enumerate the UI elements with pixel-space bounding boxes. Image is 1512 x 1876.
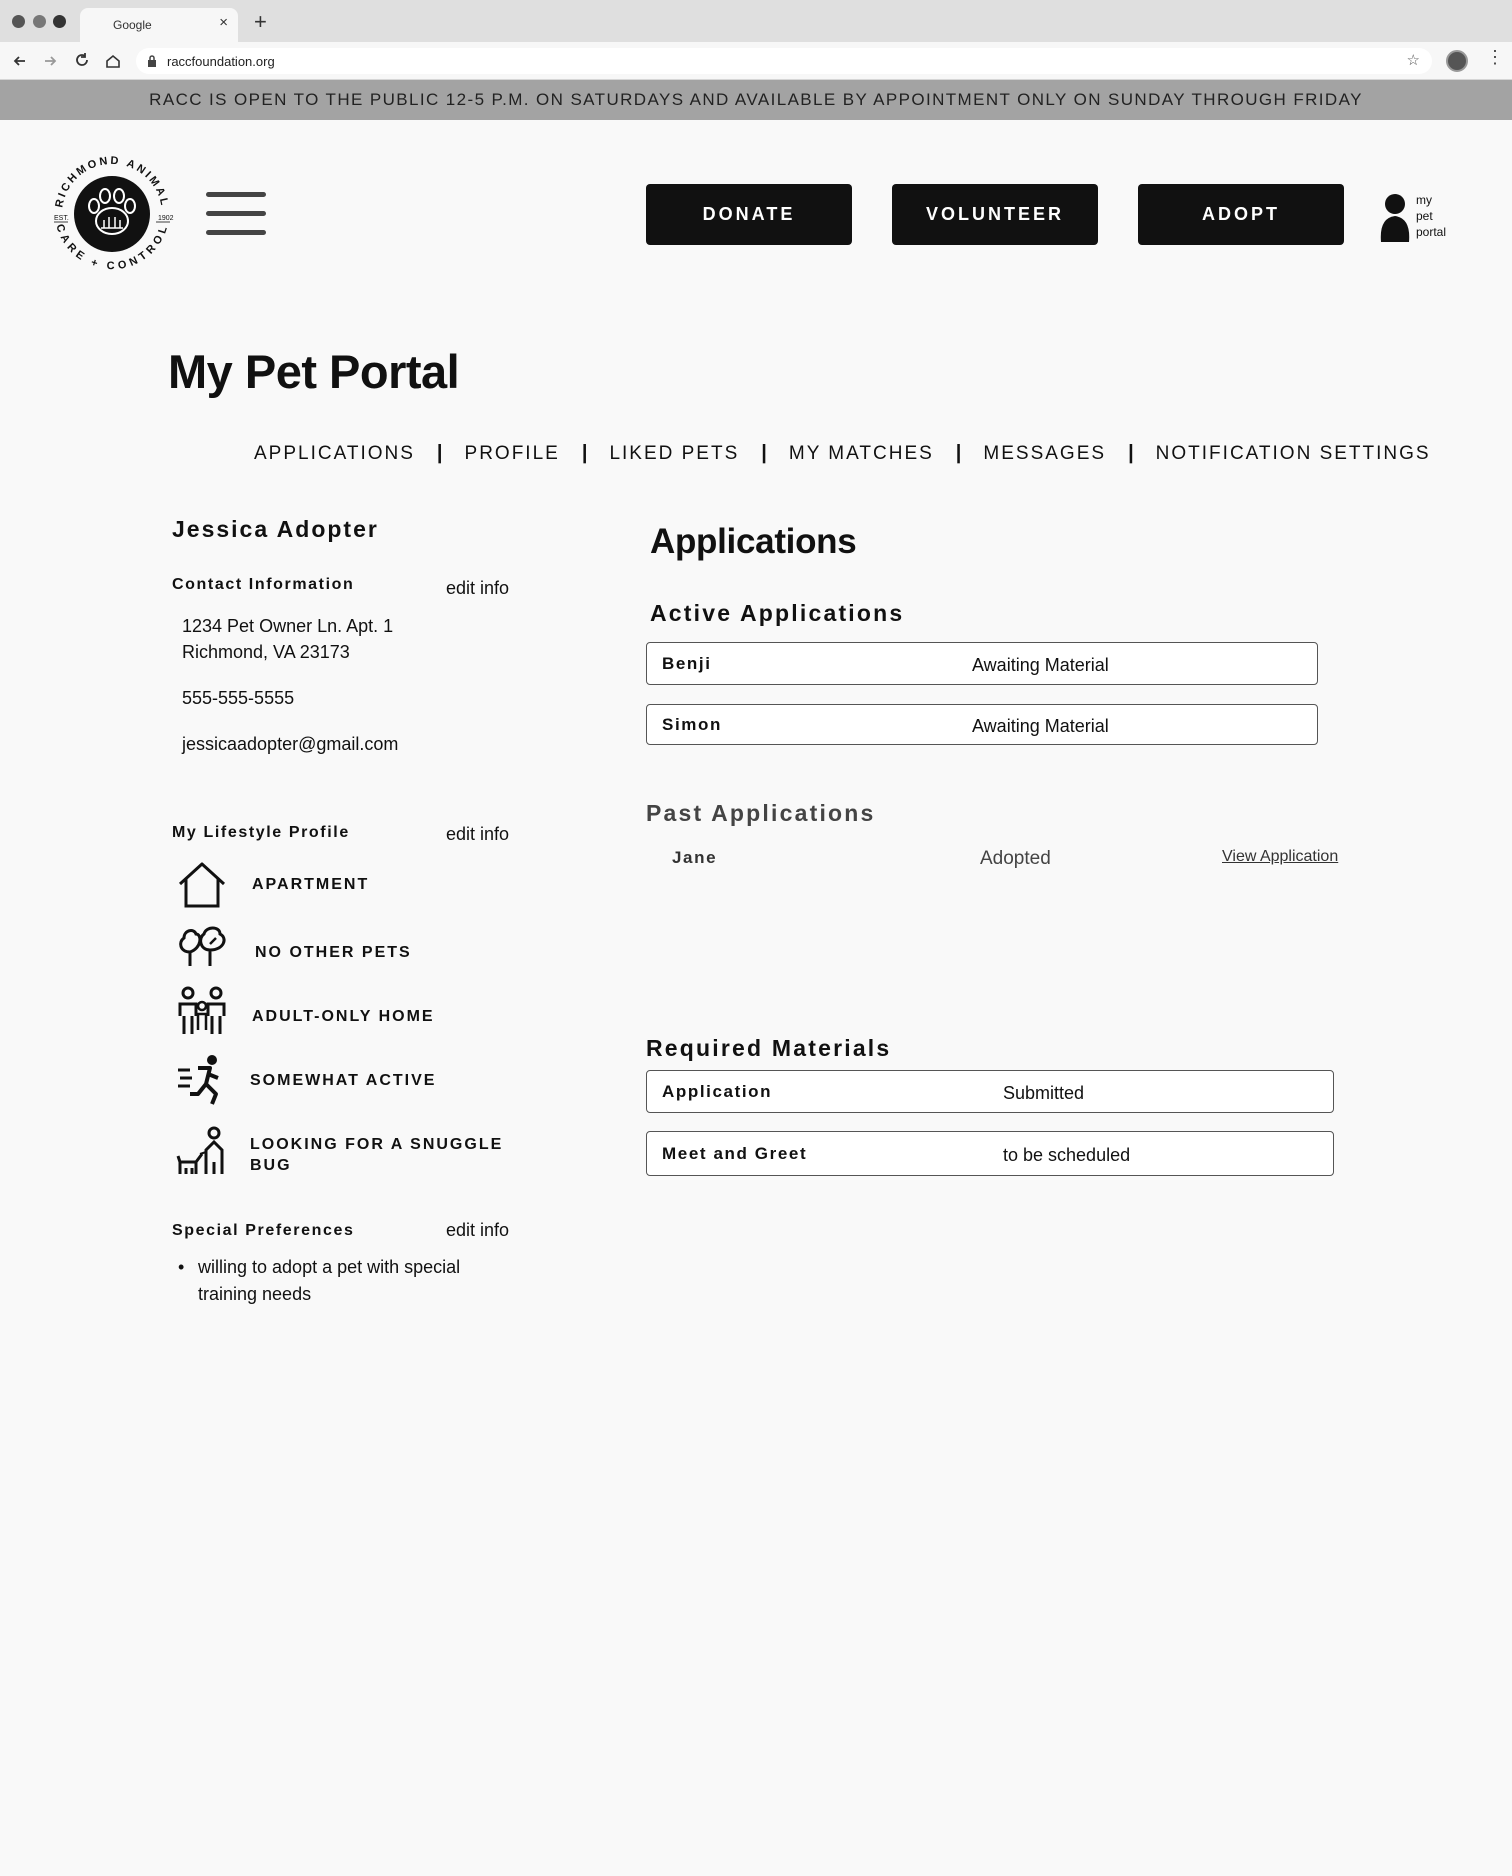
nav-separator: | xyxy=(955,442,962,464)
lifestyle-label-line: BUG xyxy=(250,1157,292,1174)
nav-separator: | xyxy=(581,442,588,464)
hamburger-menu-icon[interactable] xyxy=(206,192,266,236)
browser-tab-bar xyxy=(0,0,1512,42)
edit-preferences-link[interactable]: edit info xyxy=(446,1220,510,1240)
lifestyle-label xyxy=(250,1134,503,1176)
new-tab-button[interactable]: + xyxy=(254,9,267,34)
trees-icon xyxy=(176,922,228,974)
racc-logo[interactable] xyxy=(46,148,178,280)
bullet: • xyxy=(178,1257,185,1277)
url-text: raccfoundation.org xyxy=(167,54,275,69)
reload-icon[interactable] xyxy=(72,51,92,71)
browser-profile-avatar[interactable] xyxy=(1446,50,1468,72)
donate-button[interactable]: DONATE xyxy=(646,184,852,245)
email-address: jessicaadopter@gmail.com xyxy=(182,734,399,754)
portal-subnav xyxy=(254,442,1431,465)
material-status: to be scheduled xyxy=(1003,1145,1131,1165)
lifestyle-label: APARTMENT xyxy=(252,876,370,893)
pet-name: Simon xyxy=(662,715,722,734)
tab-my-matches[interactable]: MY MATCHES xyxy=(788,442,934,464)
edit-contact-link[interactable]: edit info xyxy=(446,578,510,598)
browser-toolbar xyxy=(0,42,1512,80)
tab-profile[interactable]: PROFILE xyxy=(464,442,560,464)
application-row[interactable] xyxy=(646,704,1318,745)
tab-notification-settings[interactable]: NOTIFICATION SETTINGS xyxy=(1155,442,1431,464)
contact-info-heading: Contact Information xyxy=(172,576,355,593)
browser-menu-icon[interactable]: ⋮ xyxy=(1486,47,1504,67)
browser-tab[interactable] xyxy=(80,8,238,42)
phone-number: 555-555-5555 xyxy=(182,688,295,708)
material-status: Submitted xyxy=(1003,1083,1085,1103)
address-bar[interactable] xyxy=(136,48,1432,74)
required-materials-heading: Required Materials xyxy=(646,1035,892,1061)
lifestyle-item xyxy=(176,986,516,1040)
view-application-link[interactable]: View Application xyxy=(1222,848,1339,865)
my-pet-portal-link[interactable] xyxy=(1378,190,1468,242)
application-status: Awaiting Material xyxy=(972,716,1109,736)
preference-item xyxy=(178,1254,478,1308)
portal-label-line: my xyxy=(1416,193,1432,207)
tab-liked-pets[interactable]: LIKED PETS xyxy=(609,442,740,464)
application-status: Awaiting Material xyxy=(972,655,1109,675)
pet-name: Benji xyxy=(662,654,712,673)
lifestyle-label: SOMEWHAT ACTIVE xyxy=(250,1072,437,1089)
nav-separator: | xyxy=(1128,442,1134,464)
person-with-dog-icon xyxy=(176,1126,228,1178)
house-icon xyxy=(176,858,228,910)
back-arrow-icon[interactable] xyxy=(10,51,30,71)
forward-arrow-icon[interactable] xyxy=(40,51,60,71)
applications-title: Applications xyxy=(650,522,857,561)
volunteer-button[interactable]: VOLUNTEER xyxy=(892,184,1098,245)
user-silhouette-icon xyxy=(1378,192,1412,242)
logo-top-text: RICHMOND ANIMAL xyxy=(53,154,171,209)
tab-close-icon[interactable]: × xyxy=(219,14,228,31)
lifestyle-label: ADULT-ONLY HOME xyxy=(252,1008,435,1025)
address-line-2: Richmond, VA 23173 xyxy=(182,642,350,662)
window-close-dot[interactable] xyxy=(12,15,25,28)
adopt-button[interactable]: ADOPT xyxy=(1138,184,1344,245)
window-zoom-dot[interactable] xyxy=(53,15,66,28)
nav-separator: | xyxy=(436,442,443,464)
material-name: Application xyxy=(662,1082,773,1101)
tab-title: Google xyxy=(113,18,152,32)
logo-bottom-text: CARE + CONTROL xyxy=(53,222,171,273)
application-row[interactable] xyxy=(646,642,1318,685)
past-pet-name: Jane xyxy=(672,848,718,867)
past-application-status: Adopted xyxy=(980,848,1051,869)
lifestyle-item xyxy=(176,1054,516,1108)
lifestyle-label: NO OTHER PETS xyxy=(255,944,412,961)
portal-label xyxy=(1416,192,1446,240)
past-applications-heading: Past Applications xyxy=(646,800,876,826)
family-icon xyxy=(176,986,228,1038)
user-name: Jessica Adopter xyxy=(172,516,379,542)
preference-text: willing to adopt a pet with special training needs xyxy=(198,1257,461,1304)
bookmark-star-icon[interactable]: ☆ xyxy=(1406,52,1420,69)
lifestyle-item xyxy=(176,922,516,976)
home-icon[interactable] xyxy=(103,51,123,71)
material-row[interactable] xyxy=(646,1131,1334,1176)
tab-applications[interactable]: APPLICATIONS xyxy=(254,442,415,464)
material-row[interactable] xyxy=(646,1070,1334,1113)
logo-est-text: EST. xyxy=(54,215,69,222)
page-title: My Pet Portal xyxy=(168,345,460,398)
material-name: Meet and Greet xyxy=(662,1144,808,1163)
lifestyle-item xyxy=(176,1126,516,1180)
announcement-banner xyxy=(0,80,1512,120)
lifestyle-label-line: LOOKING FOR A SNUGGLE xyxy=(250,1136,504,1153)
address-line-1: 1234 Pet Owner Ln. Apt. 1 xyxy=(182,616,394,636)
lifestyle-heading: My Lifestyle Profile xyxy=(172,824,350,841)
active-applications-heading: Active Applications xyxy=(650,600,905,626)
logo-year-text: 1902 xyxy=(158,215,174,222)
portal-label-line: portal xyxy=(1416,225,1447,239)
tab-messages[interactable]: MESSAGES xyxy=(983,442,1107,464)
lock-icon xyxy=(147,55,157,67)
announcement-text: RACC IS OPEN TO THE PUBLIC 12-5 P.M. ON SATURDAYS AND AVAILABLE BY APPOINTMENT ONLY ON SUNDAY THROUGH FRIDAY xyxy=(149,90,1363,109)
nav-separator: | xyxy=(761,442,767,464)
special-preferences-heading: Special Preferences xyxy=(172,1222,355,1239)
portal-label-line: pet xyxy=(1416,209,1433,223)
lifestyle-item xyxy=(176,858,516,912)
running-person-icon xyxy=(176,1054,228,1106)
edit-lifestyle-link[interactable]: edit info xyxy=(446,824,510,844)
window-minimize-dot[interactable] xyxy=(33,15,46,28)
